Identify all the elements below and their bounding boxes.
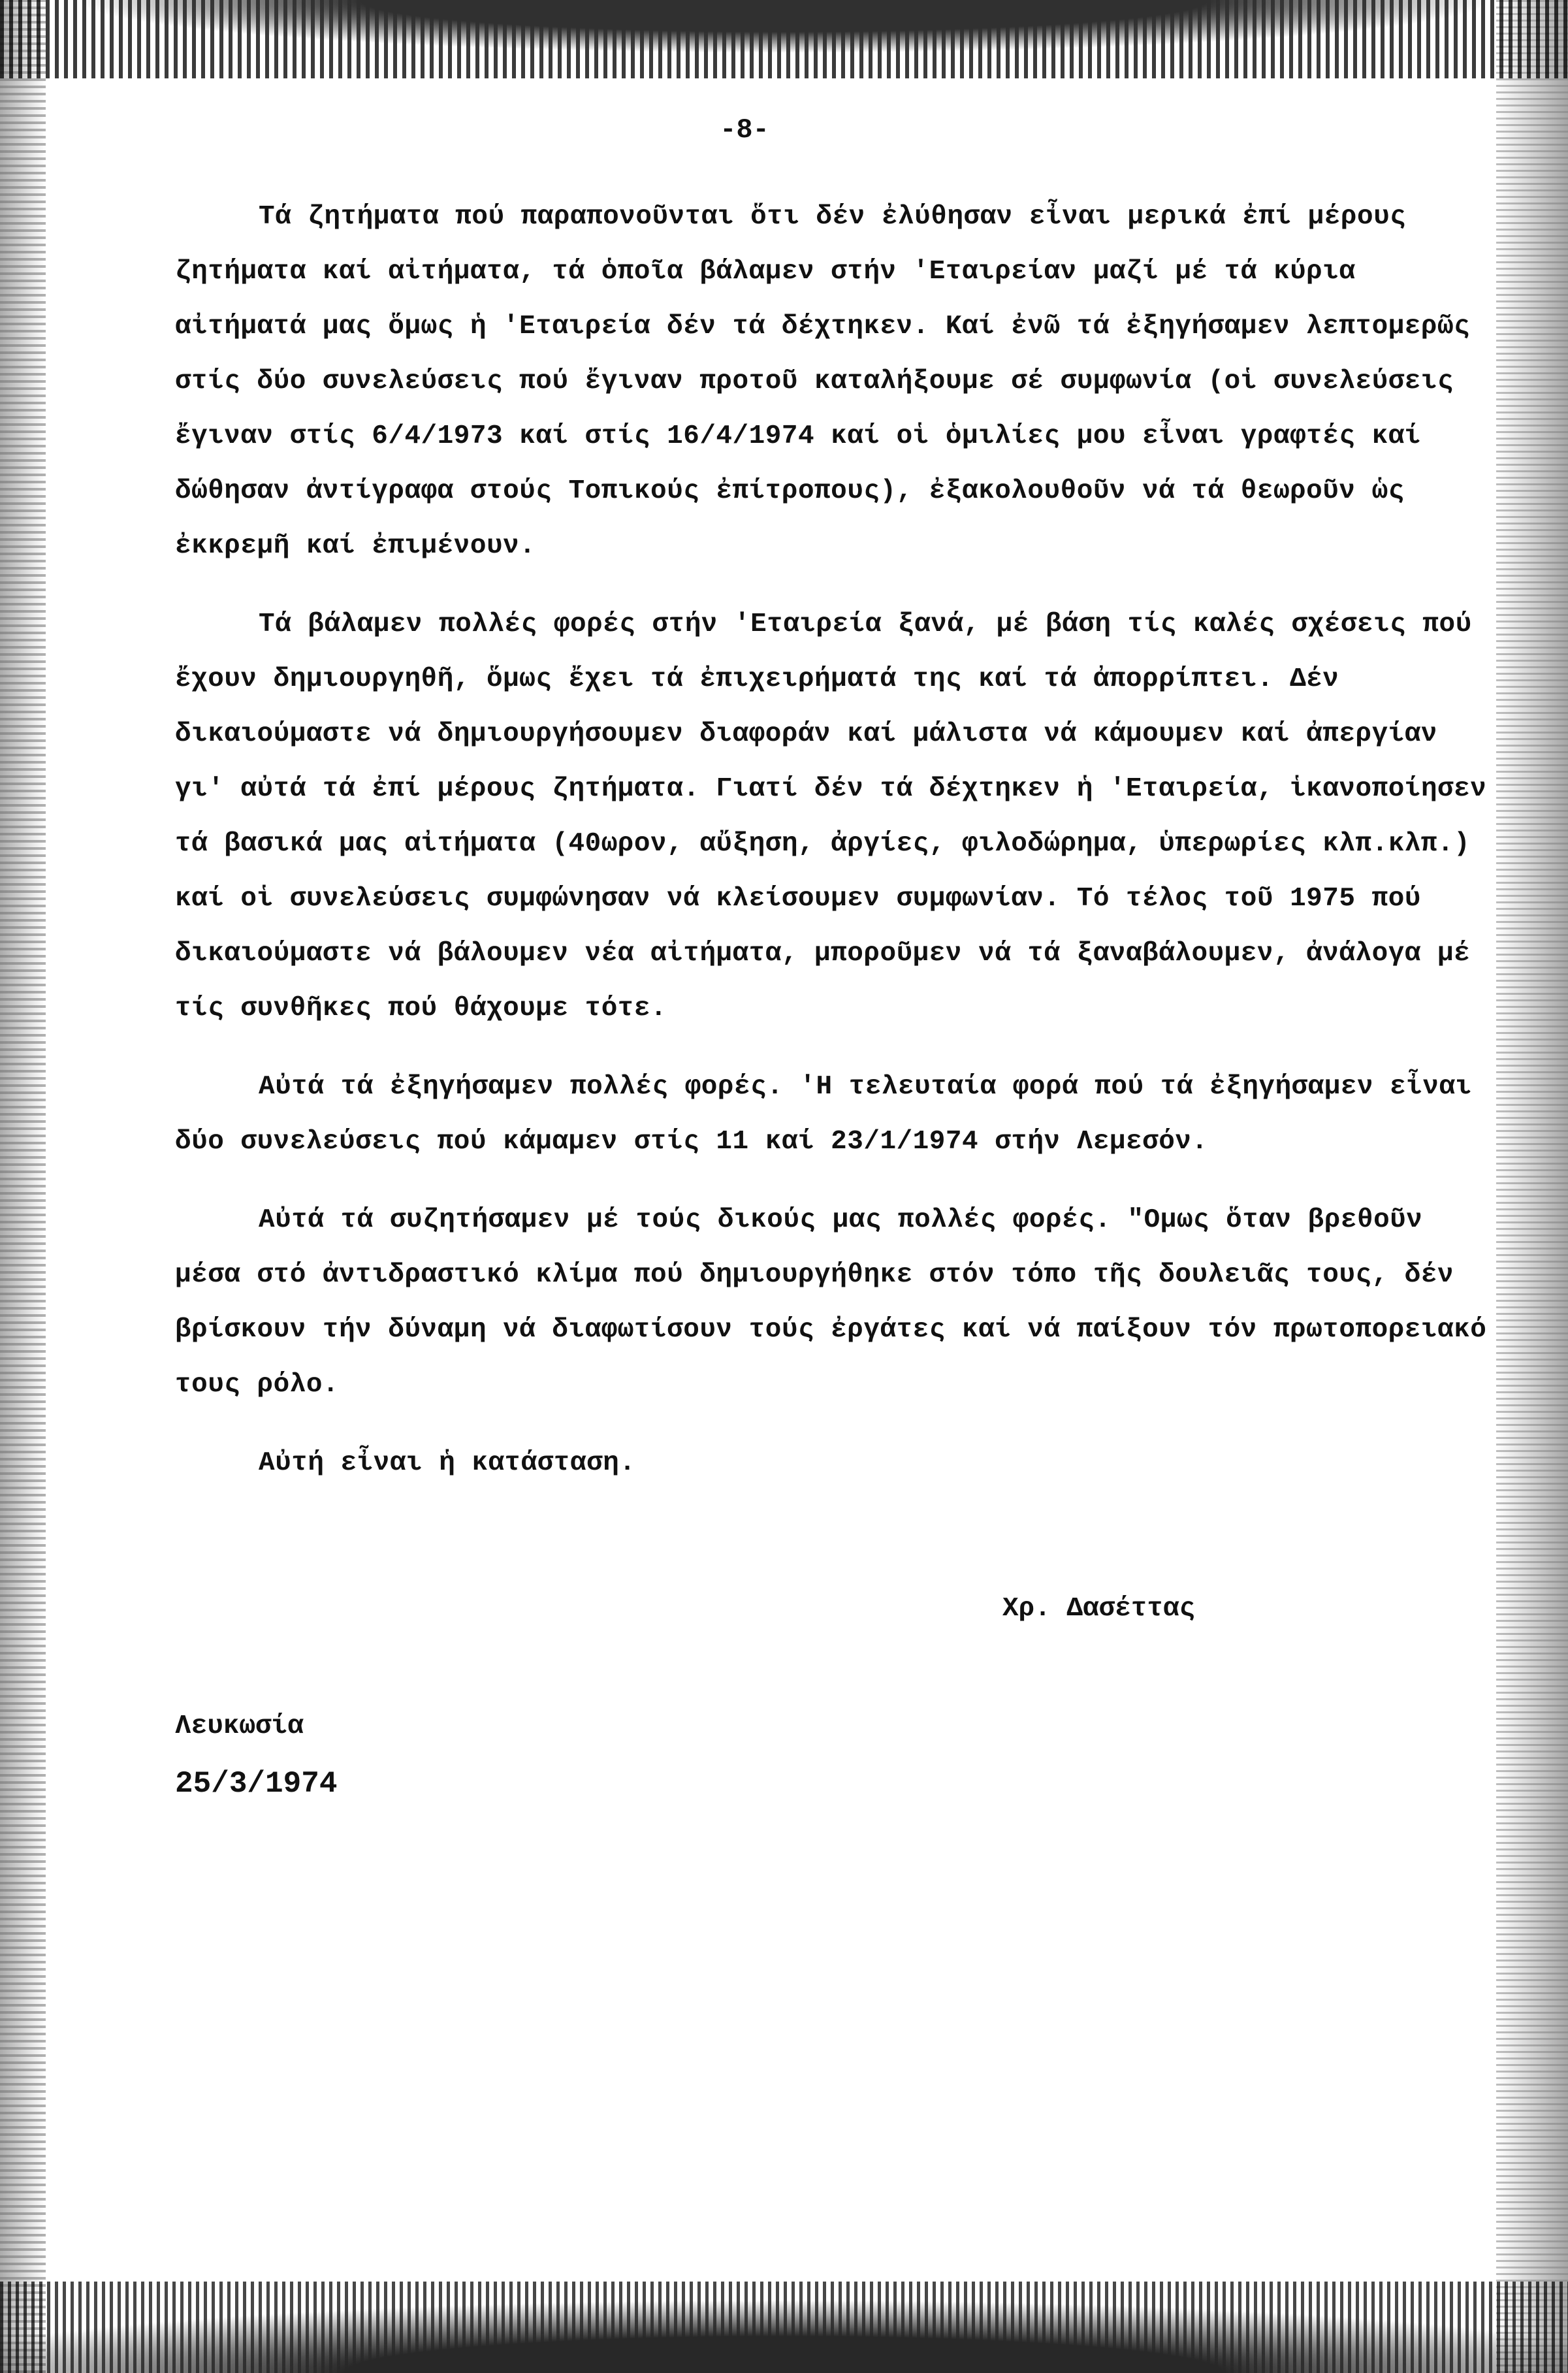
page-number: -8- xyxy=(720,114,769,146)
signature-name: Χρ. Δασέττας xyxy=(1002,1594,1196,1624)
scan-edge-right xyxy=(1496,0,1568,2373)
paragraph-3: Αὐτά τά ἐξηγήσαμεν πολλές φορές. 'Η τελευταία φορά πού τά ἐξηγήσαμεν εἶναι δύο συνελεύσεις πού κάμαμεν στίς 11 καί 23/1/1974 στήν Λεμεσόν. xyxy=(175,1072,1472,1157)
paragraph-4: Αὐτά τά συζητήσαμεν μέ τούς δικούς μας πολλές φορές. "Ομως ὅταν βρεθοῦν μέσα στό ἀντιδραστικό κλίμα πού δημιουργήθηκε στόν τόπο τῆς δουλειᾶς τους, δέν βρίσκουν τήν δύναμη νά διαφωτίσουν τούς ἐργάτες καί νά παίξουν τόν πρωτοπορειακό τους ρόλο. xyxy=(175,1205,1487,1400)
paragraph-2: Τά βάλαμεν πολλές φορές στήν 'Εταιρεία ξανά, μέ βάση τίς καλές σχέσεις πού ἔχουν δημιουργηθῆ, ὅμως ἔχει τά ἐπιχειρήματά της καί τά ἀπορρίπτει. Δέν δικαιούμαστε νά δημιουργήσουμεν διαφοράν καί μάλιστα νά κάμουμεν καί ἀπεργίαν γι' αὐτά τά ἐπί μέρους ζητήματα. Γιατί δέν τά δέχτηκεν ἡ 'Εταιρεία, ἱκανοποίησεν τά βασικά μας αἰτήματα (40ωρον, αὔξηση, ἀργίες, φιλοδώρημα, ὑπερωρίες κλπ.κλπ.) καί οἱ συνελεύσεις συμφώνησαν νά κλείσουμεν συμφωνίαν. Τό τέλος τοῦ 1975 πού δικαιούμαστε νά βάλουμεν νέα αἰτήματα, μποροῦμεν νά τά ξαναβάλουμεν, ἀνάλογα μέ τίς συνθῆκες πού θάχουμε τότε. xyxy=(175,609,1487,1024)
scan-edge-top xyxy=(0,0,1568,78)
letter-body xyxy=(175,189,1488,1514)
paragraph-1: Τά ζητήματα πού παραπονοῦνται ὅτι δέν ἐλύθησαν εἶναι μερικά ἐπί μέρους ζητήματα καί αἰτήματα, τά ὁποῖα βάλαμεν στήν 'Εταιρείαν μαζί μέ τά κύρια αἰτήματά μας ὅμως ἡ 'Εταιρεία δέν τά δέχτηκεν. Καί ἐνῶ τά ἐξηγήσαμεν λεπτομερῶς στίς δύο συνελεύσεις πού ἔγιναν προτοῦ καταλήξουμε σέ συμφωνία (οἱ συνελεύσεις ἔγιναν στίς 6/4/1973 καί στίς 16/4/1974 καί οἱ ὁμιλίες μου εἶναι γραφτές καί δώθησαν ἀντίγραφα στούς Τοπικούς ἐπίτροπους), ἐξακολουθοῦν νά τά θεωροῦν ὡς ἐκκρεμῆ καί ἐπιμένουν. xyxy=(175,202,1471,561)
document-date: 25/3/1974 xyxy=(175,1767,338,1801)
place-name: Λευκωσία xyxy=(175,1711,304,1741)
paragraph-5: Αὐτή εἶναι ἡ κατάσταση. xyxy=(259,1448,636,1478)
scan-edge-bottom xyxy=(0,2282,1568,2373)
scan-edge-left xyxy=(0,0,46,2373)
